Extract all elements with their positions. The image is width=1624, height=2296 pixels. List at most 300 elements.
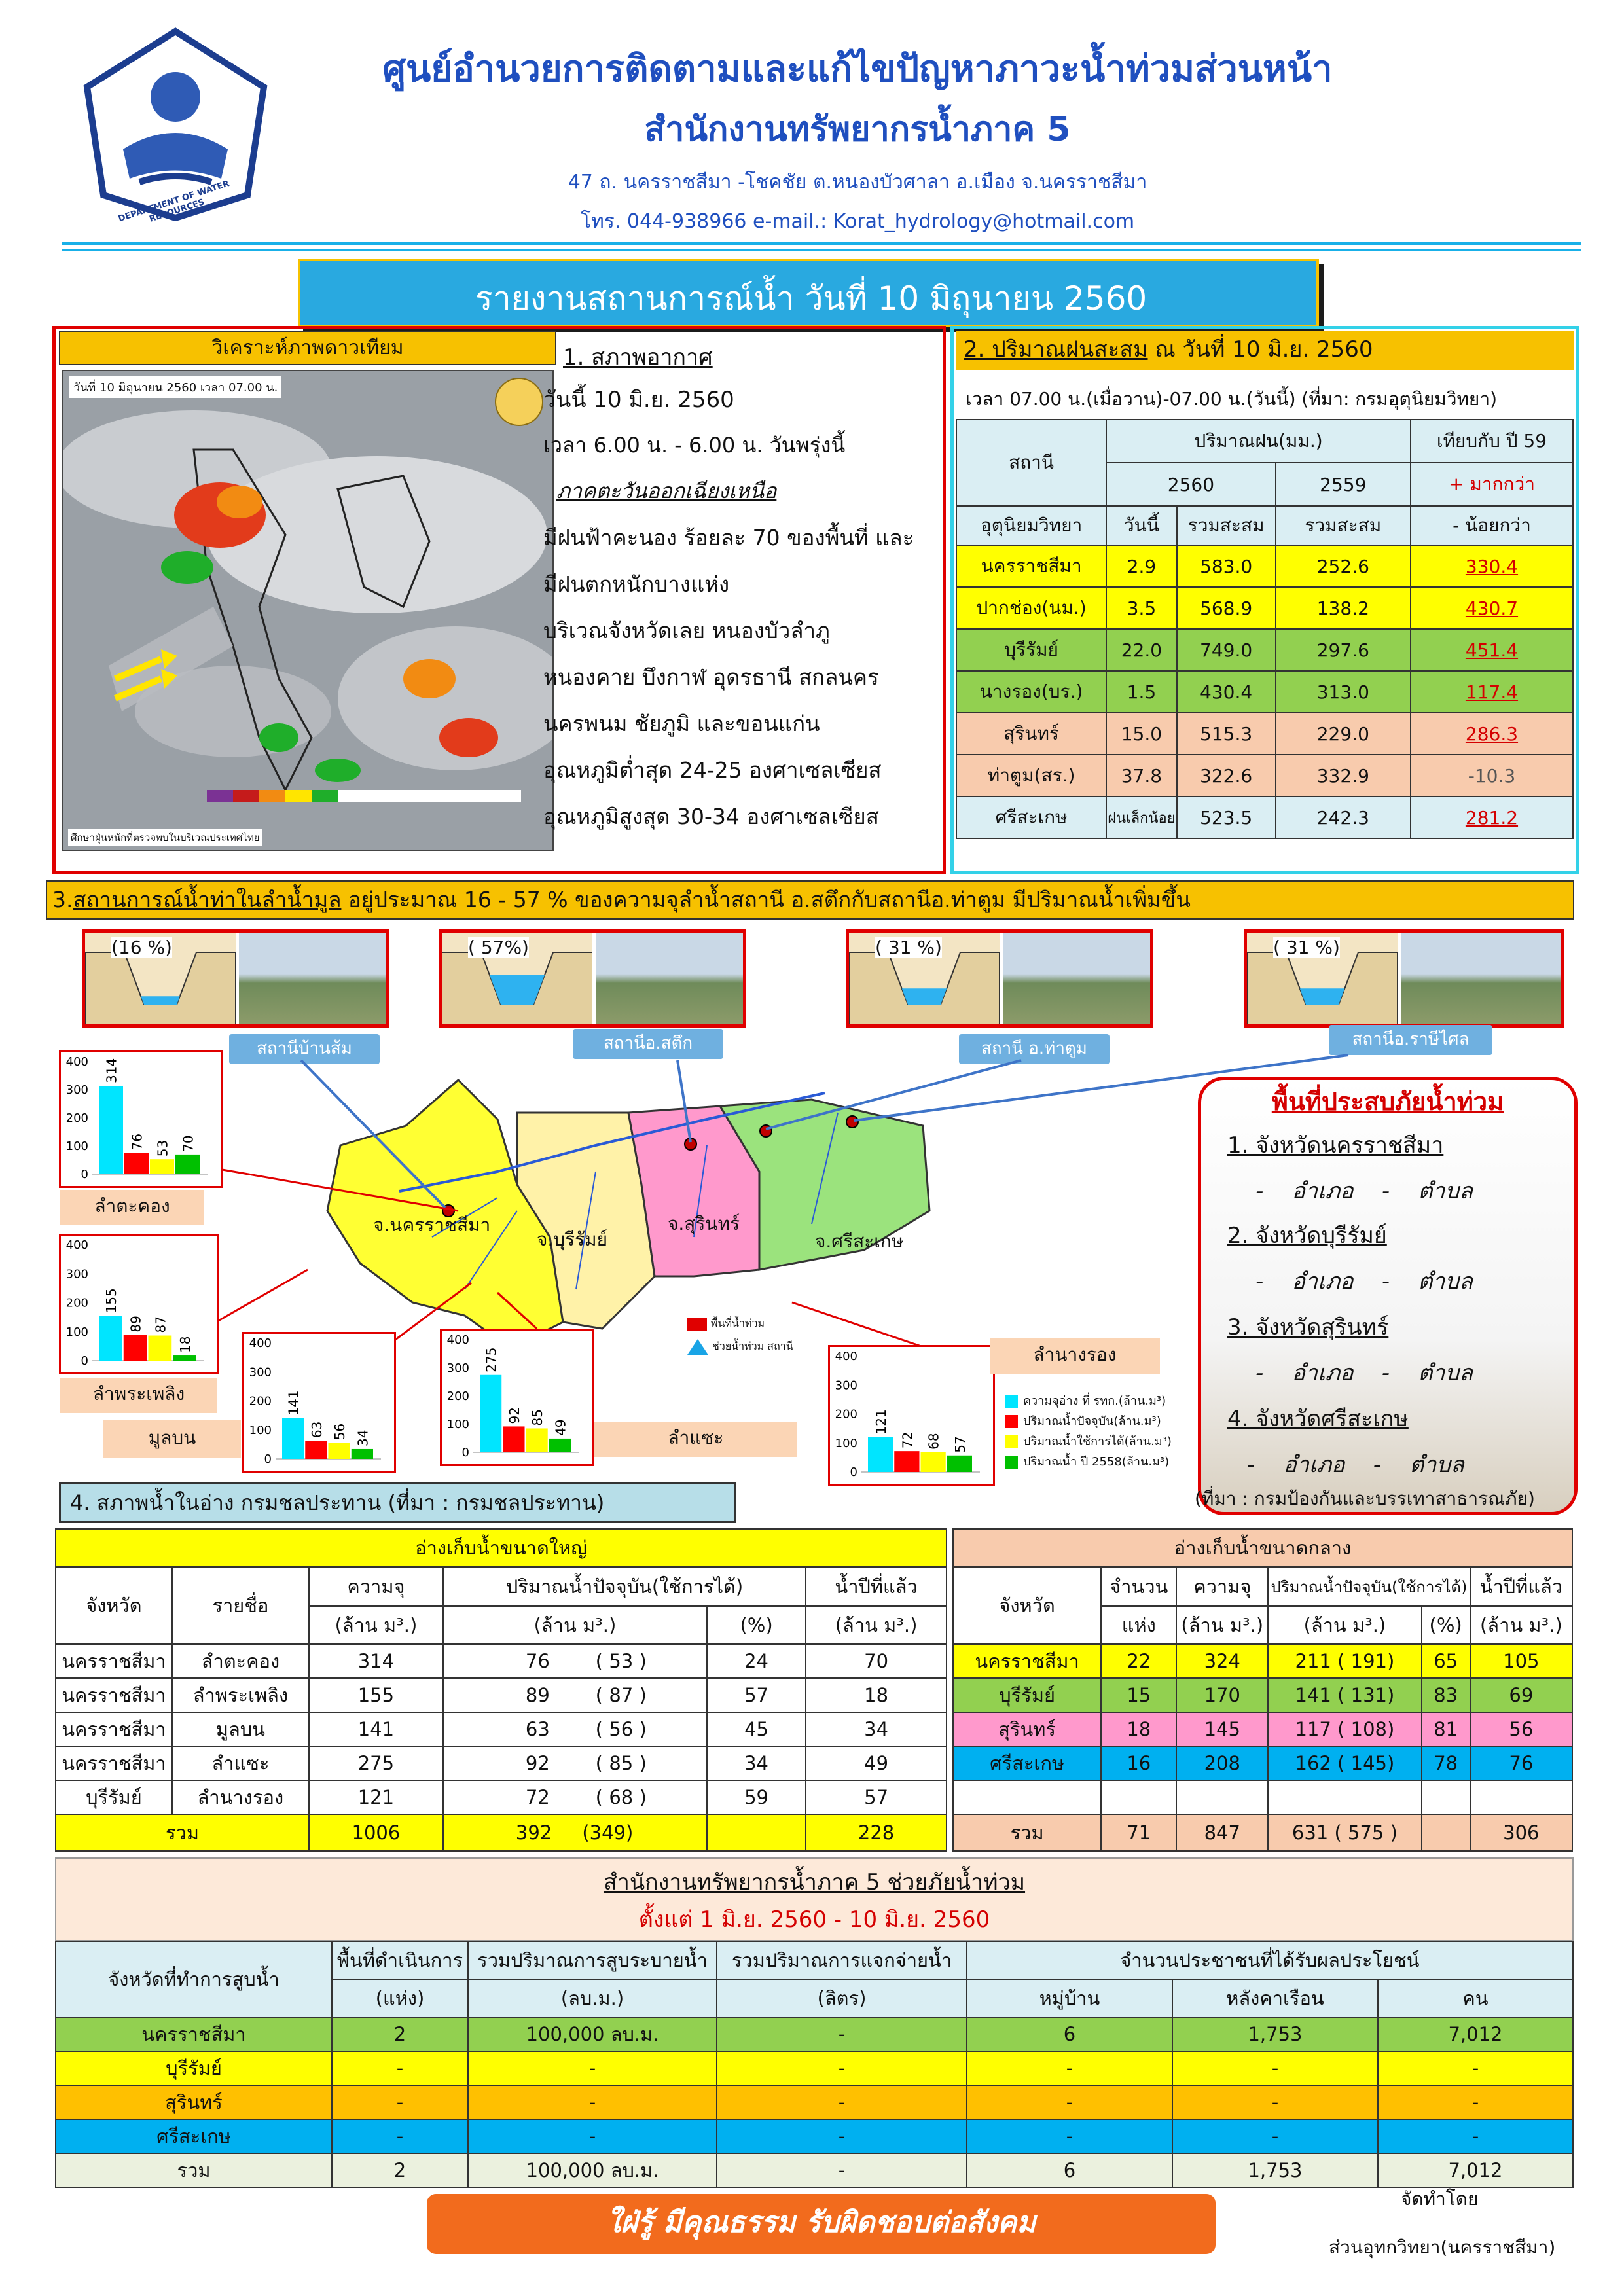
assist-prov: นครราชสีมา bbox=[56, 2017, 332, 2051]
rain-station: ศรีสะเกษ bbox=[956, 797, 1106, 838]
assist-area: 2 bbox=[332, 2017, 468, 2051]
reservoir-bar-chart bbox=[442, 1331, 592, 1464]
flood-detail-2: - อำเภอ - ตำบล bbox=[1255, 1268, 1473, 1295]
mr-prov: ศรีสะเกษ bbox=[953, 1746, 1101, 1780]
rain-today: 37.8 bbox=[1106, 755, 1176, 797]
bar bbox=[150, 1159, 174, 1174]
chart-legend bbox=[1005, 1391, 1221, 1472]
assist-row bbox=[56, 2119, 1573, 2153]
mr-cur: 162 ( 145) bbox=[1268, 1746, 1421, 1780]
rain-diff: -10.3 bbox=[1411, 755, 1573, 797]
y-tick-label: 300 bbox=[835, 1378, 857, 1393]
reservoir-chart bbox=[828, 1345, 995, 1486]
assist-area: 2 bbox=[332, 2153, 468, 2187]
assist-pump: - bbox=[468, 2085, 717, 2119]
station-label: สถานีอ.ราษีไศล bbox=[1329, 1025, 1492, 1055]
y-tick-label: 100 bbox=[65, 1325, 88, 1339]
medium-reservoir-row bbox=[953, 1712, 1572, 1746]
bar-value-label: 70 bbox=[180, 1135, 196, 1152]
lr-usable: ( 85 ) bbox=[595, 1752, 647, 1774]
assist-h-prov: จังหวัดที่ทำการสูบน้ำ bbox=[56, 1941, 332, 2017]
lr-name: ลำพระเพลิง bbox=[172, 1678, 309, 1712]
reservoir-chart bbox=[59, 1050, 223, 1188]
mr-cap: 324 bbox=[1176, 1644, 1268, 1678]
lr-total-cur: 392 (349) bbox=[443, 1814, 707, 1851]
river-heading-link: สถานการณ์น้ำท่าในลำน้ำมูล bbox=[73, 887, 342, 912]
mr-total-label: รวม bbox=[953, 1814, 1101, 1851]
mr-total-last: 306 bbox=[1470, 1814, 1572, 1851]
lr-last: 57 bbox=[806, 1780, 947, 1814]
assist-period: ตั้งแต่ 1 มิ.ย. 2560 - 10 มิ.ย. 2560 bbox=[638, 1907, 990, 1933]
mr-h-cur: ปริมาณน้ำปัจจุบัน(ใช้การได้) bbox=[1268, 1567, 1470, 1606]
reservoir-bar-chart bbox=[244, 1334, 394, 1471]
rainfall-heading-date: ณ วันที่ 10 มิ.ย. 2560 bbox=[1155, 336, 1373, 363]
legend-swatch bbox=[1005, 1415, 1018, 1428]
rain-today: ฝนเล็กน้อย bbox=[1106, 797, 1176, 838]
lr-h-prov: จังหวัด bbox=[56, 1567, 172, 1644]
large-reservoir-row bbox=[56, 1712, 947, 1746]
satellite-stamp: วันที่ 10 มิถุนายน 2560 เวลา 07.00 น. bbox=[69, 376, 281, 398]
rain-prev: 297.6 bbox=[1276, 629, 1411, 671]
medium-reservoir-table bbox=[952, 1528, 1573, 1852]
mr-last: 69 bbox=[1470, 1678, 1572, 1712]
assist-village: 6 bbox=[967, 2153, 1172, 2187]
y-tick-label: 0 bbox=[81, 1168, 88, 1181]
bar-value-label: 89 bbox=[128, 1316, 144, 1333]
lr-cur bbox=[443, 1780, 707, 1814]
lr-cap: 275 bbox=[309, 1746, 443, 1780]
legend-swatch bbox=[1005, 1435, 1018, 1448]
bar-value-label: 68 bbox=[926, 1433, 942, 1450]
flood-area-title: พื้นที่ประสบภัยน้ำท่วม bbox=[1271, 1087, 1504, 1116]
chart-legend-item bbox=[1005, 1431, 1221, 1452]
lr-usable: ( 53 ) bbox=[595, 1650, 647, 1672]
y-tick-label: 400 bbox=[249, 1336, 272, 1350]
y-tick-label: 300 bbox=[249, 1365, 272, 1380]
weather-heading: 1. สภาพอากาศ bbox=[563, 344, 713, 370]
bar-value-label: 121 bbox=[873, 1409, 890, 1435]
bar bbox=[282, 1418, 304, 1459]
weather-line-9: อุณหภูมิต่ำสุด 24-25 องศาเซลเซียส bbox=[543, 757, 882, 783]
lr-prov: นครราชสีมา bbox=[56, 1712, 172, 1746]
rain-today: 22.0 bbox=[1106, 629, 1176, 671]
assist-village: - bbox=[967, 2119, 1172, 2153]
rain-today: 2.9 bbox=[1106, 545, 1176, 587]
mr-cur: 117 ( 108) bbox=[1268, 1712, 1421, 1746]
assist-pump: 100,000 ลบ.ม. bbox=[468, 2153, 717, 2187]
lr-h-last: น้ำปีที่แล้ว bbox=[806, 1567, 947, 1606]
mr-h-count2: แห่ง bbox=[1101, 1606, 1176, 1644]
chart-legend-item bbox=[1005, 1452, 1221, 1472]
y-tick-label: 100 bbox=[65, 1139, 88, 1153]
assist-h-village: หมู่บ้าน bbox=[967, 1979, 1172, 2017]
rain-prev: 252.6 bbox=[1276, 545, 1411, 587]
mr-pct: 81 bbox=[1422, 1712, 1470, 1746]
assist-dist: - bbox=[717, 2085, 967, 2119]
assist-dist: - bbox=[717, 2017, 967, 2051]
bar bbox=[149, 1336, 172, 1361]
mr-pct: 78 bbox=[1422, 1746, 1470, 1780]
large-reservoir-row bbox=[56, 1644, 947, 1678]
made-by-unit: ส่วนอุทกวิทยา(นครราชสีมา) bbox=[1329, 2236, 1556, 2258]
y-tick-label: 100 bbox=[835, 1436, 857, 1450]
assist-house: - bbox=[1172, 2051, 1378, 2085]
mr-empty bbox=[953, 1780, 1101, 1814]
assist-title: สำนักงานทรัพยากรน้ำภาค 5 ช่วยภัยน้ำท่วม bbox=[603, 1869, 1026, 1895]
lr-total-last: 228 bbox=[806, 1814, 947, 1851]
reservoir-chart bbox=[440, 1329, 594, 1466]
assist-prov: รวม bbox=[56, 2153, 332, 2187]
y-tick-label: 200 bbox=[249, 1394, 272, 1408]
assist-h-area-unit: (แห่ง) bbox=[332, 1979, 468, 2017]
bar bbox=[526, 1428, 548, 1452]
reservoir-chart-title: ลำตะคอง bbox=[60, 1190, 204, 1225]
assist-h-house: หลังคาเรือน bbox=[1172, 1979, 1378, 2017]
mr-h-last: น้ำปีที่แล้ว bbox=[1470, 1567, 1572, 1606]
lr-cur bbox=[443, 1746, 707, 1780]
bar bbox=[894, 1451, 919, 1472]
mr-h-cap-unit: (ล้าน ม³.) bbox=[1176, 1606, 1268, 1644]
assist-prov: ศรีสะเกษ bbox=[56, 2119, 332, 2153]
report-title: รายงานสถานการณ์น้ำ วันที่ 10 มิถุนายน 2560 bbox=[475, 279, 1147, 317]
lr-h-last-unit: (ล้าน ม³.) bbox=[806, 1606, 947, 1644]
rain-acc: 749.0 bbox=[1177, 629, 1276, 671]
assist-area: - bbox=[332, 2119, 468, 2153]
assist-pump: 100,000 ลบ.ม. bbox=[468, 2017, 717, 2051]
legend-label: ความจุอ่าง ที่ รทก.(ล้าน.ม³) bbox=[1023, 1394, 1166, 1408]
rain-station: ปากช่อง(นม.) bbox=[956, 587, 1106, 629]
bar-value-label: 155 bbox=[103, 1288, 119, 1314]
rain-station: นครราชสีมา bbox=[956, 545, 1106, 587]
mr-last: 105 bbox=[1470, 1644, 1572, 1678]
assist-house: 1,753 bbox=[1172, 2153, 1378, 2187]
mr-cap: 170 bbox=[1176, 1678, 1268, 1712]
legend-label: ปริมาณน้ำใช้การได้(ล้าน.ม³) bbox=[1023, 1435, 1172, 1448]
org-contact: โทร. 044-938966 e-mail.: Korat_hydrology@hotmail.com bbox=[580, 210, 1135, 233]
lr-name: มูลบน bbox=[172, 1712, 309, 1746]
reservoir-bar-chart bbox=[61, 1052, 221, 1186]
bar-value-label: 57 bbox=[952, 1436, 968, 1453]
assist-village: - bbox=[967, 2051, 1172, 2085]
large-reservoir-row bbox=[56, 1746, 947, 1780]
lr-prov: บุรีรัมย์ bbox=[56, 1780, 172, 1814]
mr-cap: 208 bbox=[1176, 1746, 1268, 1780]
rain-acc: 583.0 bbox=[1177, 545, 1276, 587]
y-tick-label: 0 bbox=[264, 1452, 272, 1466]
lr-cap: 314 bbox=[309, 1644, 443, 1678]
reservoir-chart-title: ลำพระเพลิง bbox=[60, 1378, 217, 1413]
assist-house: - bbox=[1172, 2085, 1378, 2119]
flood-province-2: 2. จังหวัดบุรีรัมย์ bbox=[1227, 1223, 1387, 1249]
mr-pct: 83 bbox=[1422, 1678, 1470, 1712]
bar-value-label: 53 bbox=[154, 1139, 171, 1157]
lr-h-pct: (%) bbox=[707, 1606, 806, 1644]
mr-total-pct bbox=[1422, 1814, 1470, 1851]
flood-province-4: 4. จังหวัดศรีสะเกษ bbox=[1227, 1406, 1409, 1432]
assist-people: - bbox=[1378, 2085, 1573, 2119]
rain-acc: 515.3 bbox=[1177, 713, 1276, 755]
lr-name: ลำแซะ bbox=[172, 1746, 309, 1780]
legend-swatch bbox=[1005, 1395, 1018, 1408]
legend-label: ปริมาณน้ำปัจจุบัน(ล้าน.ม³) bbox=[1023, 1414, 1161, 1428]
medium-reservoir-row bbox=[953, 1644, 1572, 1678]
assist-prov: บุรีรัมย์ bbox=[56, 2051, 332, 2085]
lr-name: ลำนางรอง bbox=[172, 1780, 309, 1814]
bar-value-label: 49 bbox=[552, 1419, 569, 1436]
bar-value-label: 141 bbox=[285, 1390, 302, 1416]
assist-prov: สุรินทร์ bbox=[56, 2085, 332, 2119]
lr-pct: 57 bbox=[707, 1678, 806, 1712]
mr-count: 16 bbox=[1101, 1746, 1176, 1780]
weather-line-5: มีฝนตกหนักบางแห่ง bbox=[543, 571, 730, 597]
assist-people: 7,012 bbox=[1378, 2017, 1573, 2051]
reservoir-chart-title: ลำนางรอง bbox=[990, 1338, 1160, 1374]
assist-row bbox=[56, 2153, 1573, 2187]
y-tick-label: 300 bbox=[65, 1267, 88, 1282]
bar bbox=[305, 1441, 327, 1459]
medium-reservoir-row bbox=[953, 1678, 1572, 1712]
mr-last: 56 bbox=[1470, 1712, 1572, 1746]
map-label-sisaket: จ.ศรีสะเกษ bbox=[815, 1230, 904, 1252]
assist-people: - bbox=[1378, 2119, 1573, 2153]
weather-line-1: วันนี้ 10 มิ.ย. 2560 bbox=[543, 387, 734, 413]
station-percent: ( 57%) bbox=[468, 937, 529, 958]
mr-h-cur-unit: (ล้าน ม³.) bbox=[1268, 1606, 1421, 1644]
rain-prev: 138.2 bbox=[1276, 587, 1411, 629]
lr-pct: 59 bbox=[707, 1780, 806, 1814]
rain-station: นางรอง(บร.) bbox=[956, 671, 1106, 713]
y-tick-label: 100 bbox=[249, 1423, 272, 1437]
lr-pct: 34 bbox=[707, 1746, 806, 1780]
y-tick-label: 300 bbox=[65, 1083, 88, 1097]
lr-cur-value: 89 bbox=[525, 1684, 550, 1706]
bar bbox=[549, 1439, 571, 1452]
lr-cur bbox=[443, 1644, 707, 1678]
lr-last: 18 bbox=[806, 1678, 947, 1712]
mr-pct: 65 bbox=[1422, 1644, 1470, 1678]
rain-h-acc: รวมสะสม bbox=[1177, 506, 1276, 545]
assist-area: - bbox=[332, 2085, 468, 2119]
lr-cap: 121 bbox=[309, 1780, 443, 1814]
bar bbox=[99, 1316, 122, 1361]
rain-h-station2: อุตุนิยมวิทยา bbox=[956, 506, 1106, 545]
chart-legend-item bbox=[1005, 1411, 1221, 1431]
lr-usable: ( 68 ) bbox=[595, 1786, 647, 1808]
lr-total-label: รวม bbox=[56, 1814, 309, 1851]
lr-cur-value: 92 bbox=[525, 1752, 550, 1774]
station-percent: ( 31 %) bbox=[1273, 937, 1340, 958]
mr-last: 76 bbox=[1470, 1746, 1572, 1780]
assist-h-dist-unit: (ลิตร) bbox=[717, 1979, 967, 2017]
bar-value-label: 56 bbox=[332, 1423, 348, 1441]
rain-diff: 117.4 bbox=[1411, 671, 1573, 713]
flood-detail-3: - อำเภอ - ตำบล bbox=[1255, 1360, 1473, 1386]
large-reservoir-row bbox=[56, 1780, 947, 1814]
lr-prov: นครราชสีมา bbox=[56, 1746, 172, 1780]
rain-acc: 430.4 bbox=[1177, 671, 1276, 713]
reservoir-chart-title: มูลบน bbox=[103, 1420, 241, 1458]
river-heading-text: อยู่ประมาณ 16 - 57 % ของความจุลำน้ำสถานี อ.สตึกกับสถานีอ.ท่าตูม มีปริมาณน้ำเพิ่มขึ้น bbox=[341, 887, 1191, 912]
lr-usable: ( 56 ) bbox=[595, 1718, 647, 1740]
mr-total-cur: 631 ( 575 ) bbox=[1268, 1814, 1421, 1851]
mr-h-prov: จังหวัด bbox=[953, 1567, 1101, 1644]
map-label-buriram: จ.บุรีรัมย์ bbox=[537, 1229, 608, 1250]
bar bbox=[173, 1355, 196, 1361]
assist-h-people: คน bbox=[1378, 1979, 1573, 2017]
assist-table bbox=[55, 1941, 1574, 2188]
org-address: 47 ถ. นครราชสีมา -โชคชัย ต.หนองบัวศาลา อ.เมือง จ.นครราชสีมา bbox=[568, 171, 1147, 194]
assist-area: - bbox=[332, 2051, 468, 2085]
assist-village: - bbox=[967, 2085, 1172, 2119]
chart-legend-item bbox=[1005, 1391, 1221, 1411]
assist-row bbox=[56, 2017, 1573, 2051]
mr-total-count: 71 bbox=[1101, 1814, 1176, 1851]
mr-h-pct: (%) bbox=[1422, 1606, 1470, 1644]
rain-prev: 242.3 bbox=[1276, 797, 1411, 838]
reservoir-chart-title: ลำแซะ bbox=[594, 1422, 797, 1457]
mr-h-last-unit: (ล้าน ม³.) bbox=[1470, 1606, 1572, 1644]
mr-cur: 141 ( 131) bbox=[1268, 1678, 1421, 1712]
mr-prov: นครราชสีมา bbox=[953, 1644, 1101, 1678]
y-tick-label: 400 bbox=[446, 1333, 469, 1347]
bar-value-label: 63 bbox=[308, 1421, 325, 1439]
lr-last: 70 bbox=[806, 1644, 947, 1678]
lr-cap: 141 bbox=[309, 1712, 443, 1746]
map-legend-help: ช่วยน้ำท่วม สถานี bbox=[687, 1338, 793, 1355]
org-title: ศูนย์อำนวยการติดตามและแก้ไขปัญหาภาวะน้ำท่วมส่วนหน้า bbox=[382, 48, 1333, 90]
bar-value-label: 275 bbox=[483, 1347, 499, 1372]
satellite-legend-caption: ศึกษาฝุ่นหนักที่ตรวจพบในบริเวณประเทศไทย bbox=[68, 829, 262, 846]
bar-value-label: 34 bbox=[355, 1429, 371, 1446]
reservoir-heading-bar: 4. สภาพน้ำในอ่าง กรมชลประทาน (ที่มา : กรมชลประทาน) bbox=[59, 1482, 736, 1523]
bar bbox=[868, 1437, 893, 1472]
mr-cur: 211 ( 191) bbox=[1268, 1644, 1421, 1678]
mr-h-count: จำนวน bbox=[1101, 1567, 1176, 1606]
bar bbox=[329, 1443, 350, 1459]
rain-station: ท่าตูม(สร.) bbox=[956, 755, 1106, 797]
y-tick-label: 0 bbox=[850, 1465, 857, 1479]
lr-cur bbox=[443, 1712, 707, 1746]
rain-h-acc2: รวมสะสม bbox=[1276, 506, 1411, 545]
assist-pump: - bbox=[468, 2119, 717, 2153]
y-tick-label: 400 bbox=[835, 1350, 857, 1363]
assist-house: 1,753 bbox=[1172, 2017, 1378, 2051]
bar-value-label: 314 bbox=[103, 1058, 120, 1083]
rain-today: 15.0 bbox=[1106, 713, 1176, 755]
bar bbox=[124, 1335, 147, 1361]
bar bbox=[503, 1426, 524, 1452]
lr-name: ลำตะคอง bbox=[172, 1644, 309, 1678]
assist-village: 6 bbox=[967, 2017, 1172, 2051]
bar bbox=[947, 1456, 972, 1472]
rain-acc: 523.5 bbox=[1177, 797, 1276, 838]
lr-h-name: รายชื่อ bbox=[172, 1567, 309, 1644]
bar bbox=[99, 1086, 123, 1174]
weather-line-7: หนองคาย บึงกาฬ อุดรธานี สกลนคร bbox=[543, 664, 879, 690]
rain-diff: 286.3 bbox=[1411, 713, 1573, 755]
map-label-korat: จ.นครราชสีมา bbox=[373, 1214, 491, 1236]
bar bbox=[175, 1155, 200, 1174]
bar-value-label: 87 bbox=[153, 1316, 169, 1333]
org-subtitle: สำนักงานทรัพยากรน้ำภาค 5 bbox=[644, 110, 1071, 149]
lr-total-cap: 1006 bbox=[309, 1814, 443, 1851]
rain-h-compare: เทียบกับ ปี 59 bbox=[1411, 420, 1573, 463]
station-label: สถานีบ้านส้ม bbox=[229, 1034, 380, 1064]
legend-label: ปริมาณน้ำ ปี 2558(ล้าน.ม³) bbox=[1023, 1455, 1170, 1469]
flood-source: (ที่มา : กรมป้องกันและบรรเทาสาธารณภัย) bbox=[1195, 1488, 1535, 1509]
bar-value-label: 18 bbox=[177, 1336, 194, 1354]
bar bbox=[921, 1452, 946, 1472]
assist-h-dist: รวมปริมาณการแจกจ่ายน้ำ bbox=[717, 1941, 967, 1979]
logo-text: DEPARTMENT OF WATER RESOURCES bbox=[117, 179, 231, 224]
lr-cur bbox=[443, 1678, 707, 1712]
reservoir-bar-chart bbox=[830, 1347, 993, 1484]
mr-cap: 145 bbox=[1176, 1712, 1268, 1746]
station-label: สถานี อ.ท่าตูม bbox=[959, 1034, 1110, 1064]
large-reservoir-row bbox=[56, 1678, 947, 1712]
rain-h-2559: 2559 bbox=[1276, 463, 1411, 506]
assist-row bbox=[56, 2051, 1573, 2085]
assist-dist: - bbox=[717, 2051, 967, 2085]
rain-acc: 568.9 bbox=[1177, 587, 1276, 629]
bar bbox=[480, 1375, 501, 1452]
y-tick-label: 300 bbox=[446, 1361, 469, 1375]
mr-count: 22 bbox=[1101, 1644, 1176, 1678]
rain-today: 1.5 bbox=[1106, 671, 1176, 713]
y-tick-label: 200 bbox=[65, 1111, 88, 1125]
rain-h-more: + มากกว่า bbox=[1411, 463, 1573, 506]
rain-prev: 229.0 bbox=[1276, 713, 1411, 755]
assist-h-pump: รวมปริมาณการสูบระบายน้ำ bbox=[468, 1941, 717, 1979]
lr-cur-value: 63 bbox=[525, 1718, 550, 1740]
map-label-surin: จ.สุรินทร์ bbox=[668, 1213, 740, 1234]
lr-last: 49 bbox=[806, 1746, 947, 1780]
river-heading-pre: 3. bbox=[52, 887, 73, 912]
made-by: จัดทำโดย bbox=[1401, 2188, 1479, 2210]
rain-today: 3.5 bbox=[1106, 587, 1176, 629]
large-reservoir-table bbox=[55, 1528, 947, 1852]
large-reservoir-title: อ่างเก็บน้ำขนาดใหญ่ bbox=[56, 1529, 947, 1567]
rain-diff: 281.2 bbox=[1411, 797, 1573, 838]
medium-reservoir-title: อ่างเก็บน้ำขนาดกลาง bbox=[953, 1529, 1572, 1567]
y-tick-label: 200 bbox=[835, 1407, 857, 1422]
rain-acc: 322.6 bbox=[1177, 755, 1276, 797]
rain-h-station: สถานี bbox=[956, 420, 1106, 506]
y-tick-label: 200 bbox=[65, 1296, 88, 1310]
assist-h-benefit: จำนวนประชาชนที่ได้รับผลประโยชน์ bbox=[967, 1941, 1573, 1979]
rain-diff: 451.4 bbox=[1411, 629, 1573, 671]
bar bbox=[124, 1153, 149, 1174]
rain-diff: 430.7 bbox=[1411, 587, 1573, 629]
satellite-title-bar: วิเคราะห์ภาพดาวเทียม bbox=[59, 331, 556, 365]
bar-value-label: 85 bbox=[530, 1408, 546, 1426]
station-percent: ( 31 %) bbox=[875, 937, 942, 958]
bar-value-label: 72 bbox=[899, 1431, 916, 1449]
station-label: สถานีอ.สตึก bbox=[573, 1029, 723, 1059]
weather-line-10: อุณหภูมิสูงสุด 30-34 องศาเซลเซียส bbox=[543, 804, 879, 829]
mr-total-cap: 847 bbox=[1176, 1814, 1268, 1851]
rain-h-amount: ปริมาณฝน(มม.) bbox=[1106, 420, 1411, 463]
assist-h-pump-unit: (ลบ.ม.) bbox=[468, 1979, 717, 2017]
station-percent: (16 %) bbox=[111, 937, 172, 958]
mr-count: 18 bbox=[1101, 1712, 1176, 1746]
lr-cap: 155 bbox=[309, 1678, 443, 1712]
lr-h-cap-unit: (ล้าน ม³.) bbox=[309, 1606, 443, 1644]
rain-h-today: วันนี้ bbox=[1106, 506, 1176, 545]
lr-total-pct bbox=[707, 1814, 806, 1851]
rain-h-less: - น้อยกว่า bbox=[1411, 506, 1573, 545]
assist-h-area: พื้นที่ดำเนินการ bbox=[332, 1941, 468, 1979]
